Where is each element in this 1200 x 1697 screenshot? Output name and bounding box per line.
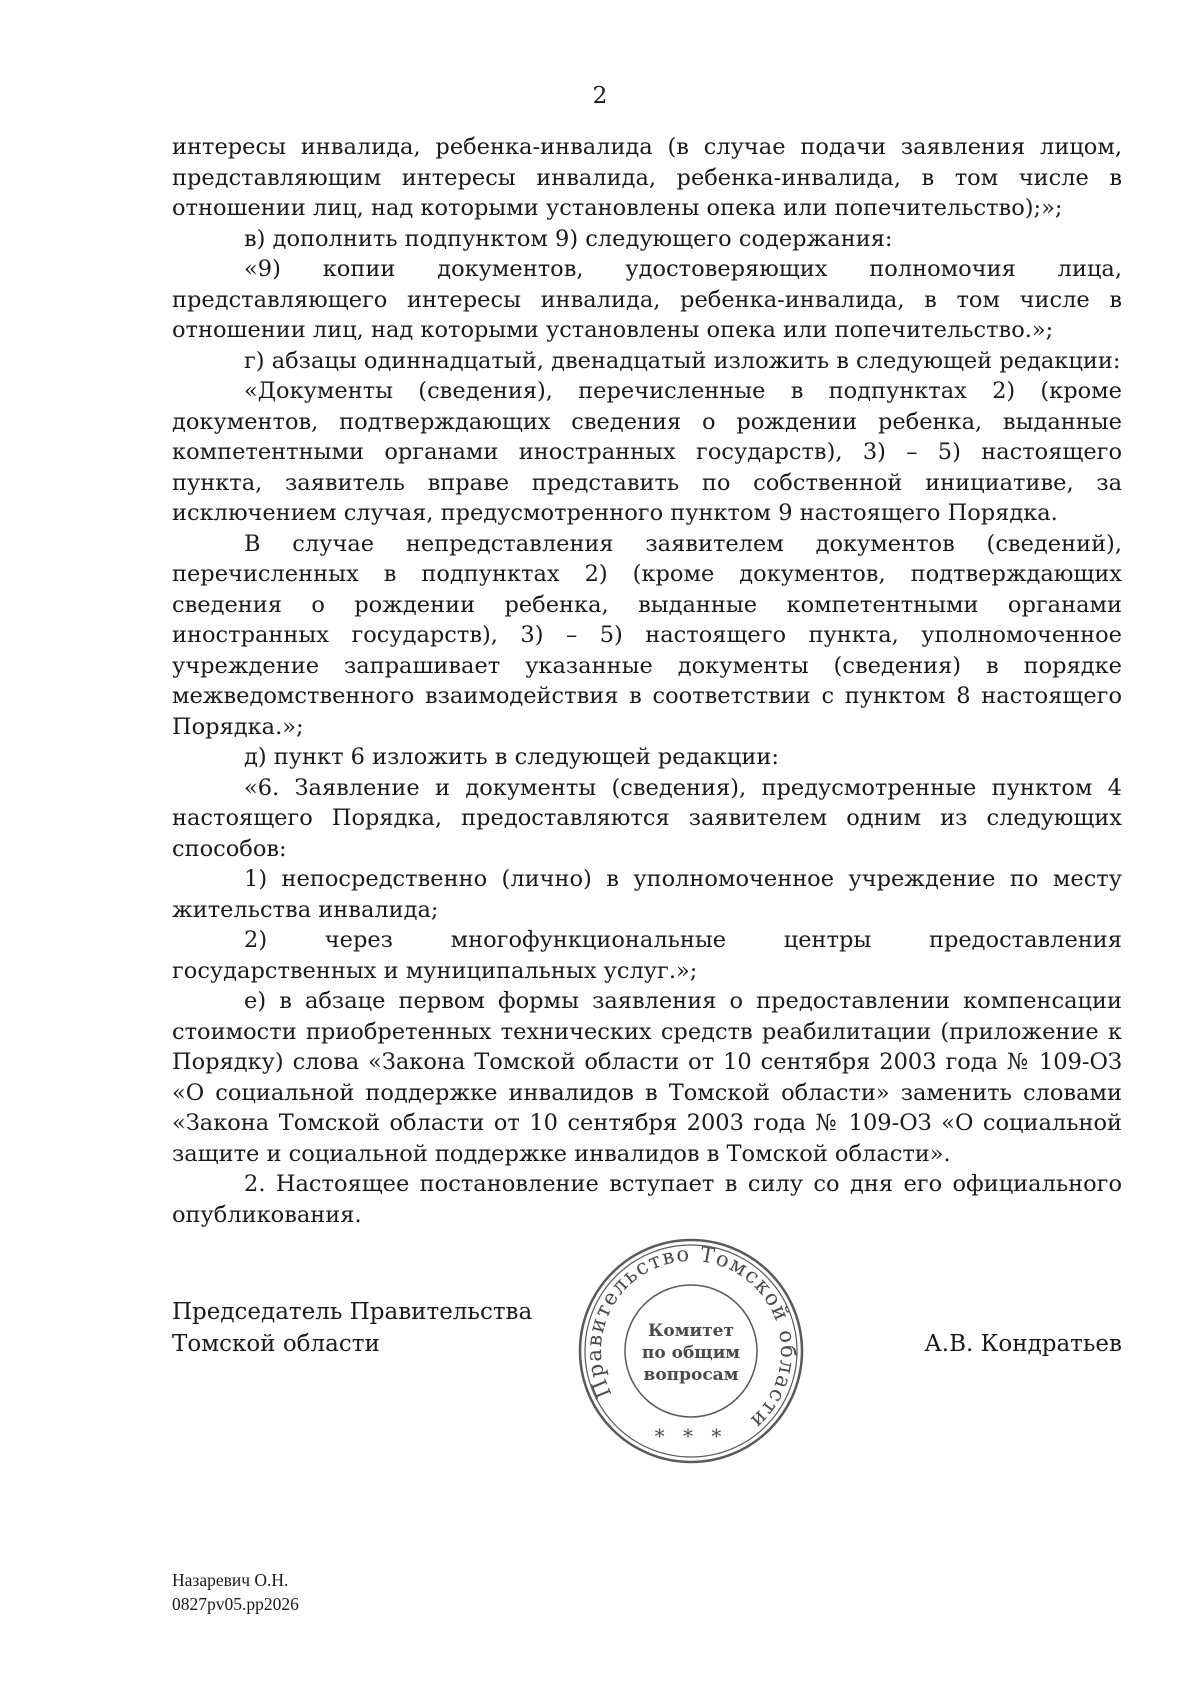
- paragraph-subclause-v: в) дополнить подпунктом 9) следующего содержания:: [244, 225, 893, 252]
- paragraph-subclause-e: е) в абзаце первом формы заявления о предоставлении компенсации стоимости приобретенных технических средств реабилитации (приложение к Порядку) слова «Закона Томской области от 10 сентября 2003 года № 109-ОЗ «О социальной поддержке инвалидов в Томской области» заменить словами «Закона Томской области от 10 сентября 2003 года № 109-ОЗ «О социальной защите и социальной поддержке инвалидов в Томской области».: [172, 988, 1122, 1167]
- signer-title: [172, 1296, 532, 1360]
- paragraph-non-submission: В случае непредставления заявителем документов (сведений), перечисленных в подпунктах 2) (кроме документов, подтверждающих сведения о рождении ребенка, выданные компетентными органами иностранных государств), 3) – 5) настоящего пункта, уполномоченное учреждение запрашивает указанные документы (сведения) в порядке межведомственного взаимодействия в соответствии с пунктом 8 настоящего Порядка.»;: [172, 530, 1122, 740]
- signer-title-line-2: Томской области: [172, 1331, 380, 1357]
- paragraph-documents: «Документы (сведения), перечисленные в подпунктах 2) (кроме документов, подтверждающих сведения о рождении ребенка, выданные компетентными органами иностранных государств), 3) – 5) настоящего пункта, заявитель вправе представить по собственной инициативе, за исключением случая, предусмотренного пунктом 9 настоящего Порядка.: [172, 378, 1122, 526]
- paragraph-item-6: «6. Заявление и документы (сведения), предусмотренные пунктом 4 настоящего Порядка, предоставляются заявителем одним из следующих способов:: [172, 774, 1122, 862]
- stamp-ring-text: Правительство Томской области: [581, 1241, 801, 1435]
- paragraph-continuation: интересы инвалида, ребенка-инвалида (в случае подачи заявления лицом, представляющим интересы инвалида, ребенка-инвалида, в том числе в отношении лиц, над которыми установлены опека или попечительство);»;: [172, 134, 1122, 221]
- paragraph-method-1: 1) непосредственно (лично) в уполномоченное учреждение по месту жительства инвалида;: [172, 866, 1122, 923]
- paragraph-subclause-d: д) пункт 6 изложить в следующей редакции:: [244, 744, 779, 770]
- executor-name: Назаревич О.Н.: [172, 1570, 289, 1590]
- official-stamp: [576, 1236, 806, 1466]
- stamp-stars: * * *: [654, 1424, 728, 1448]
- stamp-center-line-3: вопросам: [643, 1365, 739, 1385]
- executor-footer: [172, 1568, 299, 1616]
- document-body: [172, 132, 1122, 1230]
- stamp-center-line-1: Комитет: [647, 1321, 735, 1341]
- page-number: 2: [592, 83, 608, 109]
- paragraph-subclause-g: г) абзацы одиннадцатый, двенадцатый изложить в следующей редакции:: [244, 347, 1121, 374]
- paragraph-method-2: 2) через многофункциональные центры предоставления государственных и муниципальных услуг.»;: [172, 927, 1122, 984]
- signer-name: А.В. Кондратьев: [924, 1331, 1122, 1357]
- signer-title-line-1: Председатель Правительства: [172, 1299, 533, 1325]
- paragraph-effective-date: 2. Настоящее постановление вступает в силу со дня его официального опубликования.: [172, 1171, 1122, 1228]
- paragraph-item-9: «9) копии документов, удостоверяющих полномочия лица, представляющего интересы инвалида, ребенка-инвалида, в том числе в отношении лиц, над которыми установлены опека или попечительство.»;: [172, 256, 1122, 343]
- document-code: 0827pv05.pp2026: [172, 1594, 299, 1614]
- stamp-center-line-2: по общим: [641, 1343, 741, 1363]
